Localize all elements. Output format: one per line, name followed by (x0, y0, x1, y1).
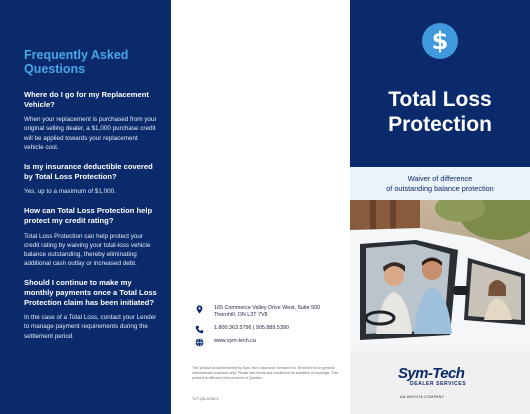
faq-title: Frequently Asked Questions (24, 48, 129, 76)
family-car-photo (350, 200, 530, 351)
brand-logo (398, 366, 488, 399)
hero-block (350, 0, 530, 167)
faq-answer: Total Loss Protection can help protect your credit rating by waiving your total-loss vehicle balance outstanding, thereby eliminating additional cash outlay or increased debt. (24, 232, 151, 268)
contact-panel (171, 0, 350, 414)
dollar-icon: $ (422, 23, 458, 59)
faq-answer: Yes, up to a maximum of $1,000. (24, 188, 116, 196)
hero-title (350, 87, 530, 137)
faq-answer: In the case of a Total Loss, contact your Lender to manage payment requirements during the settlement period. (24, 314, 157, 340)
subtitle-line: Waiver of difference (407, 174, 473, 183)
faq-item (24, 206, 159, 268)
faq-question: Is my insurance deductible covered by Total Loss Protection? (24, 162, 153, 181)
faq-item (24, 162, 159, 196)
subtitle-band (350, 167, 530, 200)
contact-block (195, 305, 345, 351)
brand-tagline: AN AMYNTA COMPANY (400, 395, 445, 399)
brand-subtitle: DEALER SERVICES (410, 381, 467, 387)
contact-phone (195, 325, 345, 332)
faq-item (24, 278, 159, 340)
cover-panel (350, 0, 530, 414)
faq-question: Should I continue to make my monthly payments once a Total Loss Protection claim has been initiated? (24, 278, 157, 307)
faq-question: How can Total Loss Protection help protect my credit rating? (24, 206, 153, 225)
website-link[interactable]: www.sym-tech.ca (214, 338, 256, 344)
globe-icon (195, 338, 204, 347)
hero-title-line: Total Loss (388, 88, 492, 111)
phone-text: 1.800.363.5796 | 905.889.5390 (214, 325, 289, 331)
subtitle-line: of outstanding balance protection (386, 183, 494, 193)
faq-question: Where do I go for my Replacement Vehicle? (24, 90, 149, 109)
disclaimer-text: This product is administered by Sym-Tech Insurance Services Inc. Brochure is for general informational purposes only. Please see terms and conditions for specifics of coverage. This product is offered in the province of Quebec. (192, 366, 339, 380)
hero-title-line: Protection (388, 113, 492, 136)
address-text: 165 Commerce Valley Drive West, Suite 500 Thornhill, ON L3T 7V8 (214, 305, 321, 318)
faq-answer: When your replacement is purchased from your original selling dealer, a $1,000 purchase credit will be applied towards your replacement vehicle cost. (24, 116, 157, 151)
photo-illustration (350, 200, 530, 351)
faq-panel (0, 0, 171, 414)
faq-item (24, 90, 159, 152)
location-pin-icon (195, 305, 204, 314)
contact-web (195, 338, 345, 345)
contact-address (195, 305, 345, 319)
phone-icon (195, 325, 204, 334)
brand-name: Sym-Tech (398, 365, 465, 382)
document-code: TLP-QB-2026C0 (192, 397, 219, 401)
